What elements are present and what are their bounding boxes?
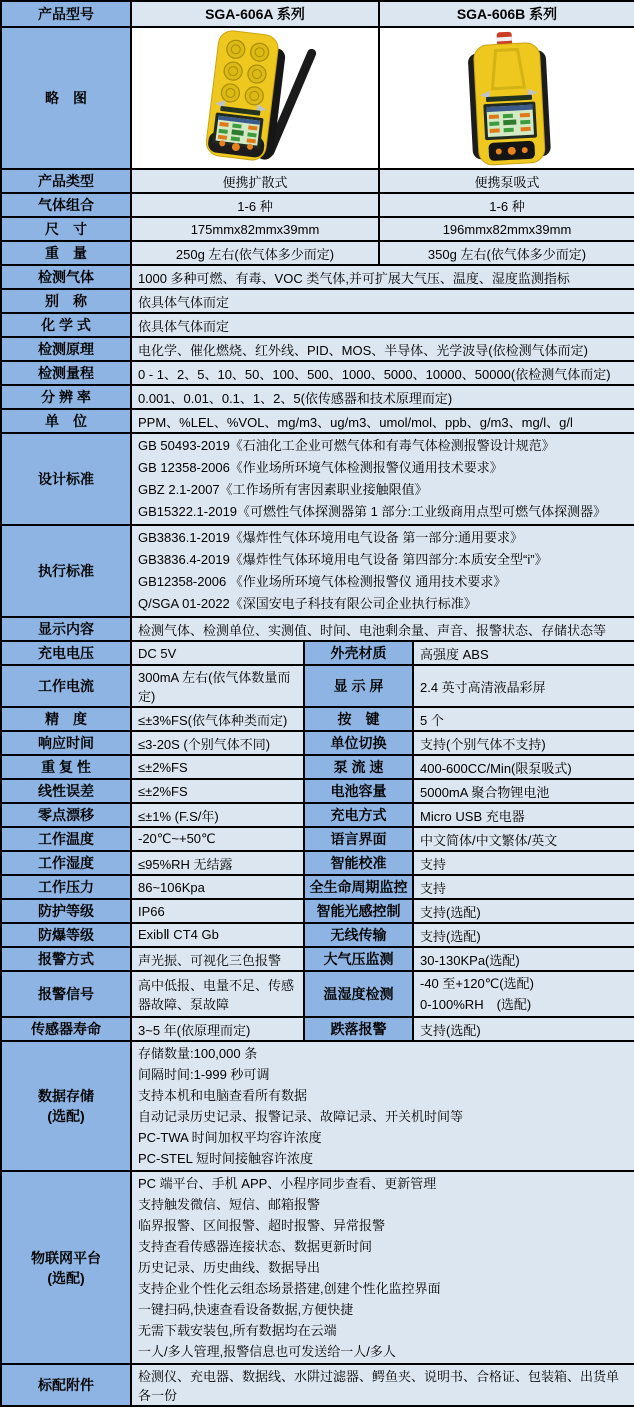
spec-label: 检测原理	[1, 337, 131, 361]
spec-label: 化 学 式	[1, 313, 131, 337]
spec-label: 无线传输	[304, 923, 413, 947]
table-row	[1, 169, 634, 193]
table-row	[1, 731, 634, 755]
spec-label: 响应时间	[1, 731, 131, 755]
spec-value: 支持(选配)	[413, 923, 634, 947]
spec-label: 工作压力	[1, 875, 131, 899]
standard-line: GB12358-2006 《作业场所环境气体检测报警仪 通用技术要求》	[138, 574, 507, 589]
spec-value: 电化学、催化燃烧、红外线、PID、MOS、半导体、光学波导(依检测气体而定)	[131, 337, 634, 361]
spec-label: 单位切换	[304, 731, 413, 755]
spec-label: 尺 寸	[1, 217, 131, 241]
table-row-exec-standard	[1, 525, 634, 617]
spec-value-b: 350g 左右(依气体多少而定)	[379, 241, 634, 265]
spec-label: 设计标准	[1, 433, 131, 525]
spec-value: 中文简体/中文繁体/英文	[413, 827, 634, 851]
spec-label: 按 键	[304, 707, 413, 731]
table-row	[1, 617, 634, 641]
table-row	[1, 779, 634, 803]
iot-platform-note: (选配)	[47, 1269, 85, 1286]
table-row-design-standard	[1, 433, 634, 525]
sga-606b-device-image	[422, 30, 592, 166]
data-storage-note: (选配)	[47, 1108, 85, 1124]
table-row	[1, 217, 634, 241]
table-row-accessories	[1, 1364, 634, 1406]
spec-value-b: 1-6 种	[379, 193, 634, 217]
spec-label: 零点漂移	[1, 803, 131, 827]
spec-label: 检测气体	[1, 265, 131, 289]
table-row	[1, 193, 634, 217]
product-image-cell-b	[379, 27, 634, 169]
spec-value: 高中低报、电量不足、传感器故障、泵故障	[131, 971, 304, 1017]
spec-value: 5 个	[413, 707, 634, 731]
spec-value: 检测仪、充电器、数据线、水阱过滤器、鳄鱼夹、说明书、合格证、包装箱、出货单各一份	[131, 1364, 634, 1406]
spec-label: 智能校准	[304, 851, 413, 875]
table-row	[1, 409, 634, 433]
spec-value: 支持	[413, 875, 634, 899]
spec-value: IP66	[131, 899, 304, 923]
standard-line: GB15322.1-2019《可燃性气体探测器第 1 部分:工业级商用点型可燃气体探测器》	[138, 504, 607, 519]
feature-line: 间隔时间:1-999 秒可调	[138, 1067, 270, 1082]
feature-line: 自动记录历史记录、报警记录、故障记录、开关机时间等	[138, 1109, 464, 1124]
table-row-alarm-signal	[1, 971, 634, 1017]
spec-value-a: 250g 左右(依气体多少而定)	[131, 241, 379, 265]
spec-label: 标配附件	[1, 1364, 131, 1406]
spec-value-a: 1-6 种	[131, 193, 379, 217]
table-row-header	[1, 1, 634, 27]
spec-label: 显示内容	[1, 617, 131, 641]
spec-value-a: 175mmx82mmx39mm	[131, 217, 379, 241]
data-storage-list	[131, 1041, 634, 1171]
sga-606a-device-image	[170, 30, 340, 166]
spec-value: PPM、%LEL、%VOL、mg/m3、ug/m3、umol/mol、ppb、g/m3、mg/l、g/l	[131, 409, 634, 433]
spec-label: 报警方式	[1, 947, 131, 971]
spec-value: 86~106Kpa	[131, 875, 304, 899]
spec-value: 依具体气体而定	[131, 313, 634, 337]
spec-label: 显 示 屏	[304, 665, 413, 707]
spec-label: 防爆等级	[1, 923, 131, 947]
header-label: 产品型号	[1, 1, 131, 27]
spec-label: 分 辨 率	[1, 385, 131, 409]
spec-value: 3~5 年(依原理而定)	[131, 1017, 304, 1041]
spec-value: 检测气体、检测单位、实测值、时间、电池剩余量、声音、报警状态、存储状态等	[131, 617, 634, 641]
series-b-title: SGA-606B 系列	[379, 1, 634, 27]
table-row-data-storage	[1, 1041, 634, 1171]
table-row	[1, 851, 634, 875]
spec-label: 语言界面	[304, 827, 413, 851]
spec-label-data-storage	[1, 1041, 131, 1171]
spec-value: 支持	[413, 851, 634, 875]
spec-value: 1000 多种可燃、有毒、VOC 类气体,并可扩展大气压、温度、湿度监测指标	[131, 265, 634, 289]
spec-label: 传感器寿命	[1, 1017, 131, 1041]
table-row	[1, 827, 634, 851]
spec-value: 支持(选配)	[413, 1017, 634, 1041]
spec-label: 防护等级	[1, 899, 131, 923]
spec-value: 30-130KPa(选配)	[413, 947, 634, 971]
standard-line: Q/SGA 01-2022《深国安电子科技有限公司企业执行标准》	[138, 596, 477, 611]
spec-value: -20℃~+50℃	[131, 827, 304, 851]
spec-value: 0 - 1、2、5、10、50、100、500、1000、5000、10000、50000(依检测气体而定)	[131, 361, 634, 385]
spec-value: 300mA 左右(依气体数量而定)	[131, 665, 304, 707]
standard-line: GB 12358-2006《作业场所环境气体检测报警仪通用技术要求》	[138, 460, 503, 475]
feature-line: 一人/多人管理,报警信息也可发送给一人/多人	[138, 1344, 396, 1359]
spec-label: 别 称	[1, 289, 131, 313]
spec-value-temp-humidity	[413, 971, 634, 1017]
spec-label: 产品类型	[1, 169, 131, 193]
spec-label: 单 位	[1, 409, 131, 433]
design-standard-list	[131, 433, 634, 525]
table-row-sketch	[1, 27, 634, 169]
feature-line: 存储数量:100,000 条	[138, 1046, 258, 1061]
feature-line: 临界报警、区间报警、超时报警、异常报警	[138, 1218, 386, 1233]
spec-value-a: 便携扩散式	[131, 169, 379, 193]
table-row	[1, 361, 634, 385]
table-row	[1, 899, 634, 923]
spec-value: 400-600CC/Min(限泵吸式)	[413, 755, 634, 779]
table-row	[1, 313, 634, 337]
iot-platform-list	[131, 1171, 634, 1364]
spec-label: 大气压监测	[304, 947, 413, 971]
table-row	[1, 385, 634, 409]
iot-platform-label: 物联网平台	[31, 1249, 101, 1266]
humidity-range-value: 0-100%RH (选配)	[420, 997, 532, 1012]
spec-value: 高强度 ABS	[413, 641, 634, 665]
table-row	[1, 755, 634, 779]
spec-value: 0.001、0.01、0.1、1、2、5(依传感器和技术原理而定)	[131, 385, 634, 409]
spec-label: 精 度	[1, 707, 131, 731]
table-row	[1, 665, 634, 707]
spec-value: ExibⅡ CT4 Gb	[131, 923, 304, 947]
spec-label: 全生命周期监控	[304, 875, 413, 899]
table-row	[1, 289, 634, 313]
table-row	[1, 947, 634, 971]
spec-value: 支持(个别气体不支持)	[413, 731, 634, 755]
temp-range-value: -40 至+120℃(选配)	[420, 976, 534, 991]
spec-label-iot-platform	[1, 1171, 131, 1364]
feature-line: PC-TWA 时间加权平均容许浓度	[138, 1130, 322, 1145]
table-row	[1, 265, 634, 289]
spec-label: 充电电压	[1, 641, 131, 665]
spec-label: 电池容量	[304, 779, 413, 803]
spec-label: 线性误差	[1, 779, 131, 803]
spec-label: 执行标准	[1, 525, 131, 617]
table-row	[1, 337, 634, 361]
spec-value: 依具体气体而定	[131, 289, 634, 313]
feature-line: 支持本机和电脑查看所有数据	[138, 1088, 308, 1103]
spec-value: DC 5V	[131, 641, 304, 665]
feature-line: 支持企业个性化云组态场景搭建,创建个性化监控界面	[138, 1281, 441, 1296]
spec-label: 工作电流	[1, 665, 131, 707]
feature-line: PC-STEL 短时间接触容许浓度	[138, 1151, 314, 1166]
data-storage-label: 数据存储	[38, 1088, 94, 1104]
table-row	[1, 641, 634, 665]
spec-value: ≤±2%FS	[131, 779, 304, 803]
spec-label: 温湿度检测	[304, 971, 413, 1017]
standard-line: GB3836.1-2019《爆炸性气体环境用电气设备 第一部分:通用要求》	[138, 530, 524, 545]
spec-label: 工作湿度	[1, 851, 131, 875]
spec-label: 智能光感控制	[304, 899, 413, 923]
table-row	[1, 1017, 634, 1041]
spec-value: ≤±1% (F.S/年)	[131, 803, 304, 827]
spec-label: 重 复 性	[1, 755, 131, 779]
exec-standard-list	[131, 525, 634, 617]
standard-line: GBZ 2.1-2007《工作场所有害因素职业接触限值》	[138, 482, 428, 497]
table-row	[1, 923, 634, 947]
standard-line: GB3836.4-2019《爆炸性气体环境用电气设备 第四部分:本质安全型“i”》	[138, 552, 548, 567]
table-row-iot-platform	[1, 1171, 634, 1364]
spec-label: 泵 流 速	[304, 755, 413, 779]
feature-line: PC 端平台、手机 APP、小程序同步查看、更新管理	[138, 1176, 437, 1191]
spec-label: 跌落报警	[304, 1017, 413, 1041]
spec-label: 工作温度	[1, 827, 131, 851]
spec-value: 2.4 英寸高清液晶彩屏	[413, 665, 634, 707]
spec-label: 重 量	[1, 241, 131, 265]
spec-label: 充电方式	[304, 803, 413, 827]
feature-line: 历史记录、历史曲线、数据导出	[138, 1260, 321, 1275]
spec-value: ≤3-20S (个别气体不同)	[131, 731, 304, 755]
series-a-title: SGA-606A 系列	[131, 1, 379, 27]
spec-value: ≤95%RH 无结露	[131, 851, 304, 875]
spec-label: 气体组合	[1, 193, 131, 217]
spec-value: ≤±3%FS(依气体种类而定)	[131, 707, 304, 731]
spec-value: Micro USB 充电器	[413, 803, 634, 827]
sketch-label: 略 图	[1, 27, 131, 169]
feature-line: 支持查看传感器连接状态、数据更新时间	[138, 1239, 373, 1254]
spec-value: 声光振、可视化三色报警	[131, 947, 304, 971]
spec-label: 检测量程	[1, 361, 131, 385]
standard-line: GB 50493-2019《石油化工企业可燃气体和有毒气体检测报警设计规范》	[138, 438, 555, 453]
spec-value-b: 196mmx82mmx39mm	[379, 217, 634, 241]
feature-line: 无需下载安装包,所有数据均在云端	[138, 1323, 337, 1338]
table-row	[1, 241, 634, 265]
table-row	[1, 875, 634, 899]
product-image-cell-a	[131, 27, 379, 169]
spec-value: 5000mA 聚合物锂电池	[413, 779, 634, 803]
spec-value: ≤±2%FS	[131, 755, 304, 779]
feature-line: 支持触发微信、短信、邮箱报警	[138, 1197, 321, 1212]
spec-label: 外壳材质	[304, 641, 413, 665]
table-row	[1, 803, 634, 827]
table-row	[1, 707, 634, 731]
spec-label: 报警信号	[1, 971, 131, 1017]
spec-value: 支持(选配)	[413, 899, 634, 923]
feature-line: 一键扫码,快速查看设备数据,方便快捷	[138, 1302, 354, 1317]
spec-value-b: 便携泵吸式	[379, 169, 634, 193]
